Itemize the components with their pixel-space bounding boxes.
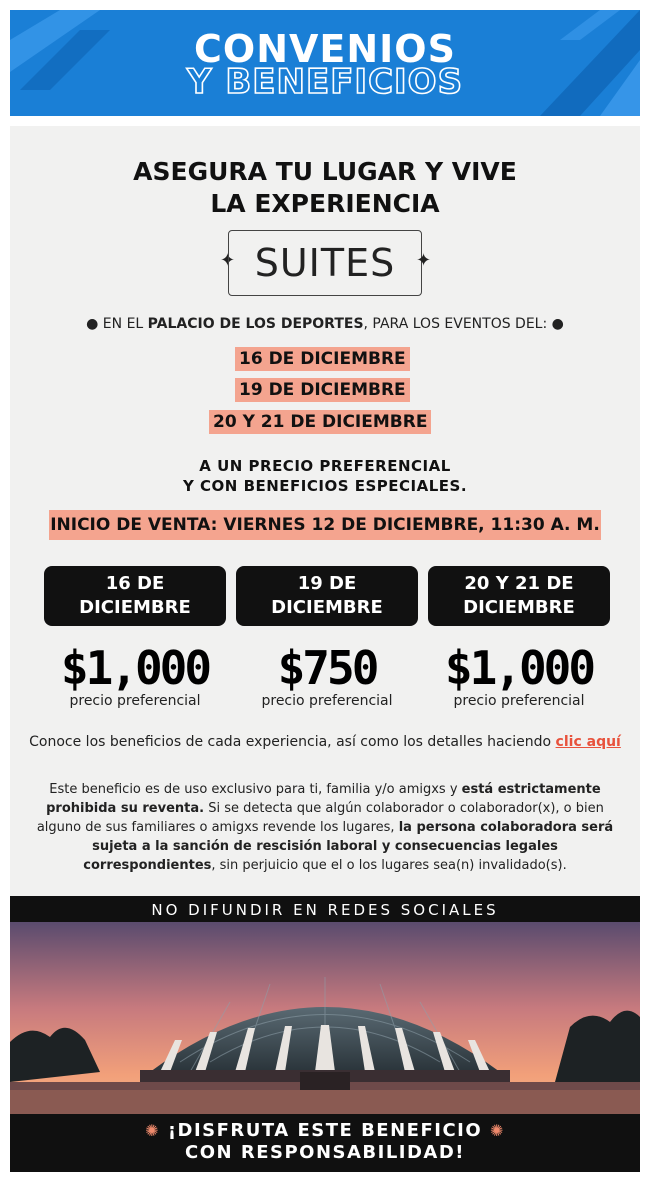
header-title: CONVENIOS xyxy=(194,27,456,71)
price-card-date xyxy=(44,566,226,626)
flower-ornament-icon: ✺ xyxy=(489,1121,505,1140)
benefits-line xyxy=(10,734,640,750)
headline-line-2: LA EXPERIENCIA xyxy=(210,189,440,218)
disclaimer-part-2: Si se detecta que algún colaborador o colaborador(x), o bien alguno de sus familiares o amigxs revende los lugares, xyxy=(36,801,604,835)
offer-text xyxy=(10,456,640,496)
event-date-1: 16 DE DICIEMBRE xyxy=(235,347,410,371)
headline-line-1: ASEGURA TU LUGAR Y VIVE xyxy=(133,157,517,186)
header-subtitle: Y BENEFICIOS xyxy=(186,62,464,102)
disclaimer-bold-2: la persona colaboradora será sujeta a la sanción de rescisión laboral y consecuencias legales correspondientes xyxy=(83,820,614,873)
price-value: $1,000 xyxy=(444,641,594,695)
price-card-date-line-1: 16 DE xyxy=(105,573,165,594)
price-card-1 xyxy=(44,566,226,710)
price-card-date xyxy=(428,566,610,626)
price-card-date-line-1: 19 DE xyxy=(297,573,357,594)
disclaimer-bold-1: está estrictamente prohibida su reventa. xyxy=(46,782,601,816)
price-label: precio preferencial xyxy=(453,693,585,709)
price-value: $750 xyxy=(277,641,377,695)
price-card-3 xyxy=(428,566,610,710)
venue-prefix: EN EL xyxy=(102,316,148,332)
click-here-link[interactable]: clic aquí xyxy=(555,734,621,750)
price-card-date-line-1: 20 Y 21 DE xyxy=(464,573,574,594)
disclaimer-part-3: , sin perjuicio que el o los lugares sea(n) invalidado(s). xyxy=(211,858,567,873)
main-content xyxy=(10,126,640,896)
header-banner xyxy=(10,10,640,116)
enjoy-message xyxy=(10,1120,640,1164)
sparkle-icon: ✦ xyxy=(220,250,236,271)
bullet-dot-icon: ● xyxy=(551,316,564,332)
price-value: $1,000 xyxy=(60,641,210,695)
venue-line xyxy=(10,316,640,332)
disclaimer-part-1: Este beneficio es de uso exclusivo para ti, familia y/o amigxs y xyxy=(49,782,462,797)
event-date-2: 19 DE DICIEMBRE xyxy=(235,378,410,402)
price-card-date-line-2: DICIEMBRE xyxy=(463,597,575,618)
price-card-date-line-2: DICIEMBRE xyxy=(271,597,383,618)
bottom-banner xyxy=(10,896,640,1172)
enjoy-line-1 xyxy=(10,1120,640,1142)
enjoy-line-2: CON RESPONSABILIDAD! xyxy=(184,1142,466,1163)
venue-suffix: , PARA LOS EVENTOS DEL: xyxy=(363,316,548,332)
price-label: precio preferencial xyxy=(69,693,201,709)
benefits-text: Conoce los beneficios de cada experiencia, así como los detalles haciendo xyxy=(29,734,556,750)
offer-line-2: Y CON BENEFICIOS ESPECIALES. xyxy=(182,477,468,495)
venue-photo xyxy=(10,922,640,1114)
sale-start-banner: INICIO DE VENTA: VIERNES 12 DE DICIEMBRE, 11:30 A. M. xyxy=(49,510,601,540)
flower-ornament-icon: ✺ xyxy=(145,1121,161,1140)
price-card-date xyxy=(236,566,418,626)
sparkle-icon: ✦ xyxy=(416,250,432,271)
offer-line-1: A UN PRECIO PREFERENCIAL xyxy=(199,457,451,475)
disclaimer xyxy=(36,780,614,875)
price-card-date-line-2: DICIEMBRE xyxy=(79,597,191,618)
price-card-2 xyxy=(236,566,418,710)
palacio-dome-illustration xyxy=(10,922,640,1114)
enjoy-line-1-text: ¡DISFRUTA ESTE BENEFICIO xyxy=(167,1120,483,1141)
suites-label: SUITES xyxy=(228,230,422,296)
headline xyxy=(10,156,640,220)
event-date-3: 20 Y 21 DE DICIEMBRE xyxy=(209,410,431,434)
venue-name: PALACIO DE LOS DEPORTES xyxy=(147,316,364,332)
price-label: precio preferencial xyxy=(261,693,393,709)
bullet-dot-icon: ● xyxy=(86,316,99,332)
no-share-warning: NO DIFUNDIR EN REDES SOCIALES xyxy=(151,901,499,919)
